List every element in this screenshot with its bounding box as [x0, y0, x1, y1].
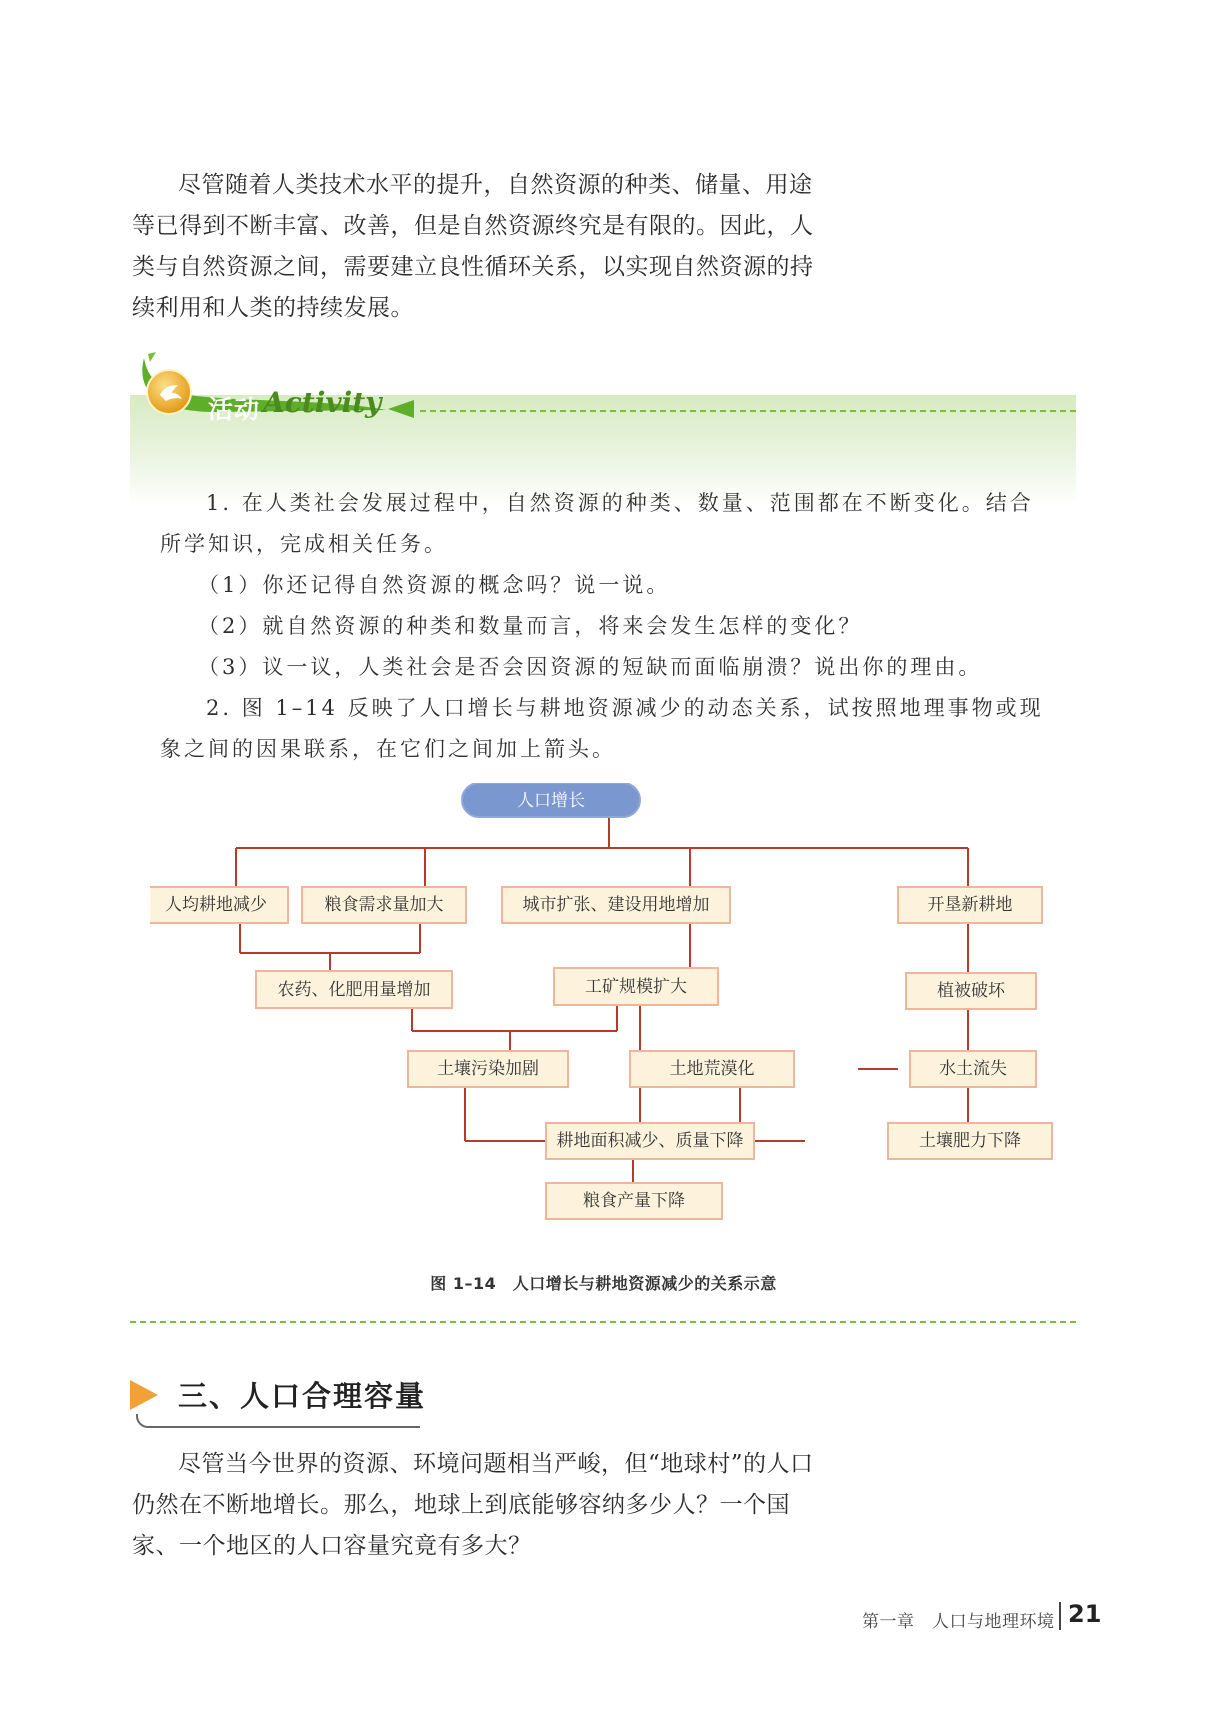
activity-label-en: Activity [263, 386, 382, 419]
svg-text:植被破坏: 植被破坏 [937, 981, 1005, 1001]
section-underline [136, 1414, 420, 1428]
diagram-node-pesticide-fertilizer [256, 971, 452, 1008]
section-title: 三、人口合理容量 [178, 1379, 427, 1413]
diagram-node-soil-erosion [910, 1051, 1036, 1087]
activity-item-2: 2. 图 1–14 反映了人口增长与耕地资源减少的动态关系，试按照地理事物或现象之间的因果联系，在它们之间加上箭头。 [160, 696, 1044, 761]
section-triangle-icon [130, 1380, 158, 1410]
activity-item-1-1: （1）你还记得自然资源的概念吗？说一说。 [198, 573, 671, 597]
diagram-node-industry-mining [554, 968, 718, 1005]
diagram-node-soil-fertility [888, 1123, 1052, 1159]
activity-dashed-divider-bottom [130, 1321, 1076, 1323]
intro-paragraph: 尽管随着人类技术水平的提升，自然资源的种类、储量、用途等已得到不断丰富、改善，但是自然资源终究是有限的。因此，人类与自然资源之间，需要建立良性循环关系，以实现自然资源的持续利用和人类的持续发展。 [132, 172, 814, 321]
diagram-caption: 图 1–14 人口增长与耕地资源减少的关系示意 [430, 1274, 777, 1293]
diagram-node-farmland-decrease [546, 1123, 754, 1159]
activity-dove-badge-icon [146, 369, 192, 415]
svg-text:工矿规模扩大: 工矿规模扩大 [585, 977, 687, 997]
svg-text:水土流失: 水土流失 [939, 1059, 1007, 1079]
page-number: 21 [1068, 1600, 1102, 1628]
svg-text:农药、化肥用量增加: 农药、化肥用量增加 [277, 980, 431, 1000]
svg-text:土地荒漠化: 土地荒漠化 [669, 1059, 755, 1079]
svg-text:开垦新耕地: 开垦新耕地 [927, 895, 1013, 915]
diagram-node-urban-expansion [502, 887, 730, 923]
svg-text:土壤肥力下降: 土壤肥力下降 [919, 1131, 1021, 1151]
diagram-node-grain-demand [302, 887, 466, 923]
svg-text:城市扩张、建设用地增加: 城市扩张、建设用地增加 [522, 895, 710, 915]
diagram-node-reclaim-land [898, 887, 1042, 923]
svg-text:人均耕地减少: 人均耕地减少 [165, 895, 267, 915]
svg-text:耕地面积减少、质量下降: 耕地面积减少、质量下降 [556, 1131, 744, 1151]
footer-chapter: 第一章 人口与地理环境 [862, 1612, 1055, 1632]
diagram-node-per-capita-farmland [150, 887, 288, 923]
svg-text:土壤污染加剧: 土壤污染加剧 [437, 1059, 539, 1079]
svg-text:粮食产量下降: 粮食产量下降 [583, 1191, 685, 1211]
diagram-node-soil-pollution [408, 1051, 568, 1087]
diagram-node-vegetation-damage [906, 973, 1036, 1009]
footer-separator [1059, 1602, 1061, 1630]
svg-text:粮食需求量加大: 粮食需求量加大 [324, 895, 444, 915]
population-farmland-diagram [150, 783, 1070, 1253]
activity-label-cn: 活动 [208, 395, 261, 424]
activity-arrow-icon [388, 400, 414, 418]
diagram-root-node [462, 783, 640, 817]
activity-dashed-divider-top [420, 410, 1076, 412]
activity-item-1-3: （3）议一议，人类社会是否会因资源的短缺而面临崩溃？说出你的理由。 [198, 655, 983, 679]
diagram-root-label: 人口增长 [517, 791, 585, 811]
activity-items [160, 483, 1050, 770]
section-paragraph: 尽管当今世界的资源、环境问题相当严峻，但“地球村”的人口仍然在不断地增长。那么，地球上到底能够容纳多少人？一个国家、一个地区的人口容量究竟有多大？ [132, 1451, 814, 1559]
diagram-node-desertification [630, 1051, 794, 1087]
activity-item-1: 1. 在人类社会发展过程中，自然资源的种类、数量、范围都在不断变化。结合所学知识，完成相关任务。 [160, 491, 1034, 556]
diagram-node-grain-output [546, 1183, 722, 1219]
activity-item-1-2: （2）就自然资源的种类和数量而言，将来会发生怎样的变化？ [198, 614, 863, 638]
